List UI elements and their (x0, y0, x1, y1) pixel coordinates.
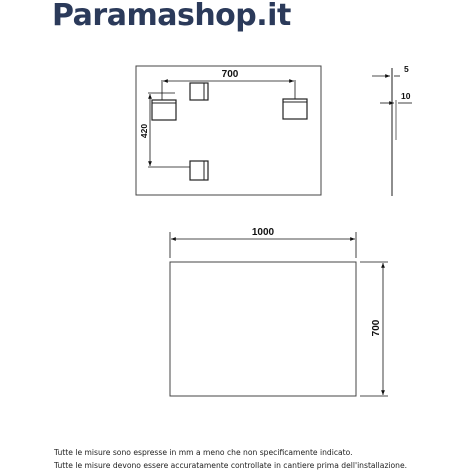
bracket-height-label: 420 (139, 123, 149, 139)
footer-note-verify: Tutte le misure devono essere accuratamente controllate in cantiere prima dell'installazione. (54, 461, 408, 470)
brand-logo-text: Paramashop.it (52, 0, 291, 33)
bracket-spacing-label: 700 (221, 69, 239, 80)
mounting-bracket-bottom (190, 161, 208, 180)
mounting-bracket-top-right (283, 99, 307, 119)
front-panel-outline (170, 262, 356, 396)
height-label: 700 (371, 319, 382, 337)
offset-label: 10 (401, 91, 411, 101)
thickness-dimension (372, 64, 409, 76)
bracket-spacing-dimension (162, 69, 295, 100)
footer-notes (54, 446, 468, 472)
footer-note-units: Tutte le misure sono espresse in mm a meno che non specificamente indicato. (54, 448, 353, 457)
thickness-label: 5 (404, 64, 409, 74)
width-label: 1000 (251, 227, 275, 238)
height-dimension (360, 262, 388, 396)
side-view (372, 64, 412, 196)
back-view (136, 66, 321, 195)
mounting-bracket-top-left (152, 100, 176, 120)
width-dimension (170, 227, 356, 258)
back-panel-outline (136, 66, 321, 195)
mounting-bracket-top-center (190, 83, 208, 100)
front-view (170, 227, 388, 396)
